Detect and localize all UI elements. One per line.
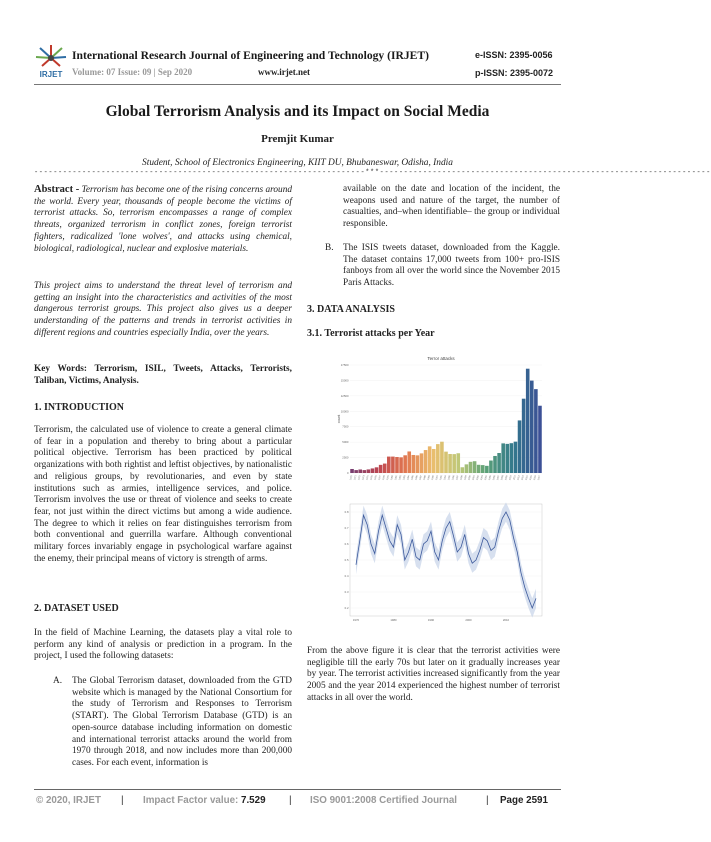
analysis-text: From the above figure it is clear that the terrorist activities were negligible till the early 70s but later on it gradually increases year by year. The terrorist activities increased significantly from the year 2005 and the year 2014 experienced the highest number of terrorist attacks in all over the world. xyxy=(307,646,560,703)
x-tick-label: 1990 xyxy=(431,475,435,481)
bar xyxy=(452,454,456,473)
x-tick-label: 1980 xyxy=(390,618,397,622)
subsection-heading-attacks-per-year: 3.1. Terrorist attacks per Year xyxy=(307,328,435,339)
x-tick-label: 1981 xyxy=(395,475,399,481)
bar xyxy=(416,455,420,473)
y-tick-label: 10000 xyxy=(340,409,349,414)
footer-separator: | xyxy=(121,795,124,806)
x-tick-label: 1997 xyxy=(456,475,460,481)
bar xyxy=(420,453,424,473)
bar xyxy=(436,444,440,473)
x-tick-label: 2009 xyxy=(505,475,509,481)
bar xyxy=(481,465,485,473)
abstract-paragraph-2: This project aims to understand the threat level of terrorism and getting an insight into the characteristics and activities of the most dangerous terrorist groups. This project also gives us a deeper understanding of the patterns and trends in terrorist activities in different regions and countries especially India, over the years. xyxy=(34,281,292,338)
bar xyxy=(469,462,473,473)
footer-page-number: Page 2591 xyxy=(500,795,548,806)
y-tick-label: 0.5 xyxy=(344,558,349,562)
bar xyxy=(444,452,448,473)
bar xyxy=(514,442,518,473)
x-tick-label: 2002 xyxy=(476,475,480,481)
x-tick-label: 2003 xyxy=(480,475,484,481)
bar xyxy=(371,468,375,473)
bar xyxy=(534,389,538,473)
bar xyxy=(432,449,436,473)
x-tick-label: 1979 xyxy=(386,475,391,481)
bar xyxy=(461,467,465,473)
journal-title: International Research Journal of Engineering and Technology (IRJET) xyxy=(72,49,429,62)
x-tick-label: 1996 xyxy=(452,475,456,481)
bar xyxy=(473,461,477,473)
bar-chart-attacks-per-year xyxy=(336,353,546,493)
x-tick-label: 2012 xyxy=(517,475,521,481)
bar xyxy=(538,406,542,473)
logo-text: IRJET xyxy=(39,70,63,79)
list-item-a: The Global Terrorism dataset, downloaded from the GTD website which is managed by the National Consortium for the study of Terrorism and Responses to Terrorism (START). The Global Terrorism Database (GTD) is an open-source database including information on domestic and international terrorist attacks around the world from 1970 through 2018, and now includes more than 200,000 cases. For each event, information is xyxy=(72,676,292,768)
bar xyxy=(391,457,395,473)
x-tick-label: 1987 xyxy=(419,475,423,481)
x-tick-label: 1984 xyxy=(407,475,411,481)
section-divider: ---------------------------------------------------------------------***--------------------------------------------------------------------- xyxy=(34,169,711,177)
bar xyxy=(505,444,509,473)
x-tick-label: 1995 xyxy=(448,475,452,481)
bar xyxy=(379,465,383,473)
paper-affiliation: Student, School of Electronics Engineering, KIIT DU, Bhubaneswar, Odisha, India xyxy=(142,158,453,168)
impact-value: 7.529 xyxy=(241,795,266,806)
y-tick-label: 0.4 xyxy=(344,574,349,578)
abstract-label: Abstract - xyxy=(34,184,80,195)
bar xyxy=(412,455,416,473)
x-tick-label: 2016 xyxy=(533,475,538,481)
bar xyxy=(489,461,493,473)
keywords xyxy=(34,364,292,387)
bar xyxy=(522,399,526,473)
x-tick-label: 1992 xyxy=(439,475,444,481)
y-tick-label: 0 xyxy=(346,471,349,475)
y-tick-label: 5000 xyxy=(342,440,349,445)
x-tick-label: 1972 xyxy=(358,475,362,481)
bar xyxy=(510,443,514,473)
x-tick-label: 2006 xyxy=(493,475,497,481)
paper-title: Global Terrorism Analysis and its Impact on Social Media xyxy=(105,103,490,120)
bar xyxy=(358,469,362,473)
x-tick-label: 2010 xyxy=(509,475,513,481)
introduction-text: Terrorism, the calculated use of violence to create a general climate of fear in a population and thereby to bring about a particular political objective. Terrorism has been practiced by political organizations with both rightist and leftist objectives, by nationalistic and religious groups, by revolutionaries, and even by state institutions such as armies, intelligence services, and police. Terrorism involves the use or threat of violence and seeks to create fear, not just within the direct victims but among a wide audience. The degree to which it relies on fear distinguishes terrorism from both conventional and guerrilla warfare. Although conventional military forces invariably engage in psychological warfare against the enemy, their principal means of victory is strength of arms. xyxy=(34,425,292,564)
x-tick-label: 1977 xyxy=(378,475,382,481)
x-tick-label: 1985 xyxy=(411,475,415,481)
logo-burst-icon xyxy=(36,45,66,66)
keywords-label: Key Words: xyxy=(34,364,87,374)
list-item-b: The ISIS tweets dataset, downloaded from the Kaggle. The dataset contains 17,000 tweets from 100+ pro-ISIS fanboys from all over the world since the November 2015 Paris Attacks. xyxy=(343,243,560,289)
footer-iso: ISO 9001:2008 Certified Journal xyxy=(310,795,458,806)
x-tick-label: 1999 xyxy=(464,475,468,481)
y-tick-label: 2500 xyxy=(342,455,349,460)
irjet-logo xyxy=(34,44,68,80)
journal-pissn: p-ISSN: 2395-0072 xyxy=(475,68,554,78)
section-heading-introduction: 1. INTRODUCTION xyxy=(34,402,125,413)
keywords-text: Terrorism, ISIL, Tweets, Attacks, Terrorists, Taliban, Victims, Analysis. xyxy=(34,364,292,386)
x-tick-label: 2008 xyxy=(501,475,505,481)
x-tick-label: 2011 xyxy=(513,475,517,481)
journal-website[interactable]: www.irjet.net xyxy=(258,67,310,77)
y-tick-label: 0.6 xyxy=(344,542,349,546)
list-item-a-continued: available on the date and location of the incident, the weapons used and nature of the target, the number of casualties, and–when identifiable– the group or individual responsible. xyxy=(343,184,560,230)
bar xyxy=(367,469,371,473)
y-axis-label: count xyxy=(337,414,341,424)
footer-rule xyxy=(34,789,561,790)
bar xyxy=(407,451,411,473)
footer-copyright: © 2020, IRJET xyxy=(36,795,101,806)
bar xyxy=(497,453,501,473)
x-tick-label: 1970 xyxy=(352,618,360,622)
bar xyxy=(456,453,460,473)
section-heading-dataset: 2. DATASET USED xyxy=(34,603,119,614)
x-tick-label: 1983 xyxy=(403,475,407,481)
x-tick-label: 2013 xyxy=(521,475,525,481)
x-tick-label: 2004 xyxy=(484,475,489,481)
bar xyxy=(354,470,358,473)
bar xyxy=(493,456,497,473)
x-tick-label: 1971 xyxy=(354,475,358,481)
y-tick-label: 7500 xyxy=(342,424,349,429)
bar xyxy=(399,457,403,473)
section-heading-data-analysis: 3. DATA ANALYSIS xyxy=(307,304,395,315)
chart-title: Terror attacks xyxy=(427,356,455,361)
y-tick-label: 0.3 xyxy=(344,590,349,594)
x-tick-label: 1986 xyxy=(415,475,419,481)
line-chart-trend xyxy=(336,498,546,631)
list-marker-b: B. xyxy=(325,243,334,253)
x-tick-label: 1982 xyxy=(399,475,403,481)
bar xyxy=(530,381,534,473)
y-tick-label: 0.8 xyxy=(344,510,349,514)
bar xyxy=(518,420,522,473)
x-tick-label: 1989 xyxy=(427,475,431,481)
footer-separator: | xyxy=(486,795,489,806)
x-tick-label: 1994 xyxy=(444,475,448,481)
footer-impact-factor xyxy=(143,795,266,806)
x-tick-label: 1975 xyxy=(370,475,374,481)
x-tick-label: 2005 xyxy=(488,475,493,481)
x-tick-label: 1973 xyxy=(362,475,366,481)
y-tick-label: 12500 xyxy=(340,393,349,398)
x-tick-label: 1988 xyxy=(423,475,427,481)
journal-volume: Volume: 07 Issue: 09 | Sep 2020 xyxy=(72,67,193,77)
x-tick-label: 2014 xyxy=(525,475,529,481)
y-tick-label: 15000 xyxy=(340,378,349,383)
x-tick-label: 1980 xyxy=(390,475,395,481)
x-tick-label: 1991 xyxy=(435,475,440,481)
footer-separator: | xyxy=(289,795,292,806)
journal-eissn: e-ISSN: 2395-0056 xyxy=(475,50,553,60)
y-tick-label: 0.7 xyxy=(344,526,349,530)
bar xyxy=(448,454,452,473)
bar xyxy=(375,467,379,473)
x-tick-label: 1970 xyxy=(350,475,354,481)
y-tick-label: 0.2 xyxy=(344,606,349,610)
y-tick-label: 17500 xyxy=(340,363,349,367)
abstract-paragraph xyxy=(34,184,292,255)
bar xyxy=(395,457,399,473)
bar xyxy=(363,470,367,473)
x-tick-label: 1978 xyxy=(382,475,386,481)
bar xyxy=(424,450,428,473)
bar xyxy=(477,465,481,473)
header-rule xyxy=(34,84,561,85)
x-tick-label: 2007 xyxy=(497,475,501,481)
x-tick-label: 2000 xyxy=(468,475,472,481)
bar xyxy=(526,369,530,473)
bar xyxy=(485,466,489,473)
x-tick-label: 2001 xyxy=(472,475,476,481)
x-tick-label: 2015 xyxy=(529,475,534,481)
bar xyxy=(501,443,505,473)
bar xyxy=(403,455,407,473)
x-tick-label: 1976 xyxy=(374,475,378,481)
dataset-text: In the field of Machine Learning, the datasets play a vital role to perform any kind of analysis or prediction in a program. In the project, I used the following datasets: xyxy=(34,628,292,662)
abstract-text-1: Terrorism has become one of the rising concerns around the world. Every year, thousands of people become the victims of terrorist attacks. So, terrorism encompasses a range of complex threats, organized terrorism in conflict zones, foreign terrorist fighters, radicalized 'lone wolves', and attacks using chemical, biological, radiological, nuclear and explosive materials. xyxy=(34,185,292,254)
bar xyxy=(465,464,469,473)
bar xyxy=(440,442,444,473)
x-tick-label: 2000 xyxy=(465,618,472,622)
bar xyxy=(350,469,354,473)
bar xyxy=(383,464,387,473)
bar xyxy=(387,457,391,473)
paper-author: Premjit Kumar xyxy=(261,133,334,145)
x-tick-label: 1990 xyxy=(427,618,435,622)
x-tick-label: 1998 xyxy=(460,475,464,481)
x-tick-label: 1974 xyxy=(366,475,370,481)
x-tick-label: 2010 xyxy=(502,618,510,622)
bar xyxy=(428,446,432,473)
x-tick-label: 2017 xyxy=(537,475,542,481)
list-marker-a: A. xyxy=(53,676,63,686)
impact-label: Impact Factor value: xyxy=(143,795,241,806)
